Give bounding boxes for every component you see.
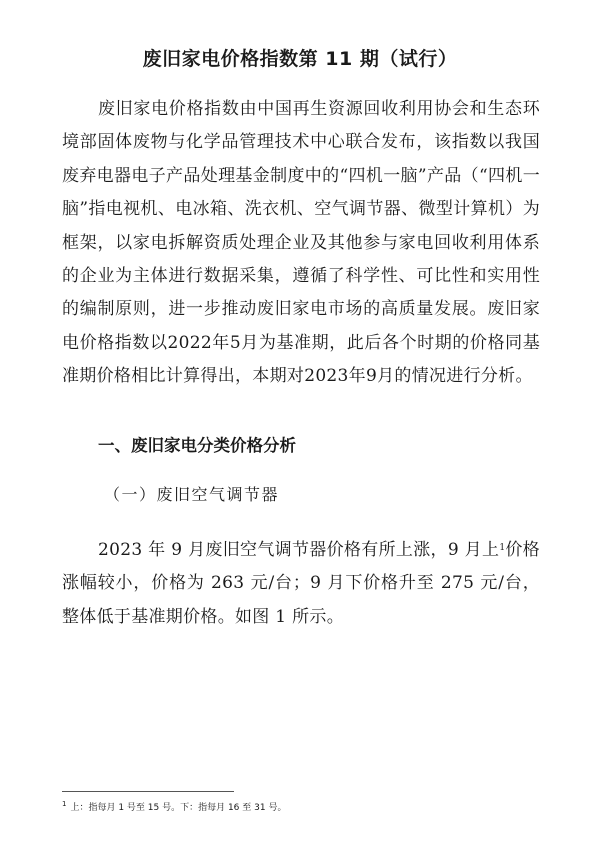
air-conditioner-paragraph xyxy=(62,534,540,634)
document-title: 废旧家电价格指数第 11 期（试行） xyxy=(142,48,458,70)
footnote xyxy=(62,800,286,813)
paragraph-text-end: 价格涨幅较小，价格为 263 元/台；9 月下价格升至 275 元/台，整体低于基准期价格。如图 1 所示。 xyxy=(62,540,540,627)
footnote-text: 上：指每月 1 号至 15 号。下：指每月 16 至 31 号。 xyxy=(70,803,287,813)
subsection-heading: （一）废旧空气调节器 xyxy=(104,485,280,504)
paragraph-text-start: 2023 年 9 月废旧空气调节器价格有所上涨，9 月上 xyxy=(98,540,500,560)
footnote-divider xyxy=(62,791,234,792)
section-heading: 一、废旧家电分类价格分析 xyxy=(98,436,296,455)
footnote-mark: 1 xyxy=(62,800,67,808)
intro-paragraph: 废旧家电价格指数由中国再生资源回收利用协会和生态环境部固体废物与化学品管理技术中心联合发布，该指数以我国废弃电器电子产品处理基金制度中的“四机一脑”产品（“四机一脑”指电视机、电冰箱、洗衣机、空气调节器、微型计算机）为框架，以家电拆解资质处理企业及其他参与家电回收利用体系的企业为主体进行数据采集，遵循了科学性、可比性和实用性的编制原则，进一步推动废旧家电市场的高质量发展。废旧家电价格指数以2022年5月为基准期，此后各个时期的价格同基准期价格相比计算得出，本期对2023年9月的情况进行分析。 xyxy=(62,99,540,387)
footnote-reference: 1 xyxy=(499,543,506,553)
